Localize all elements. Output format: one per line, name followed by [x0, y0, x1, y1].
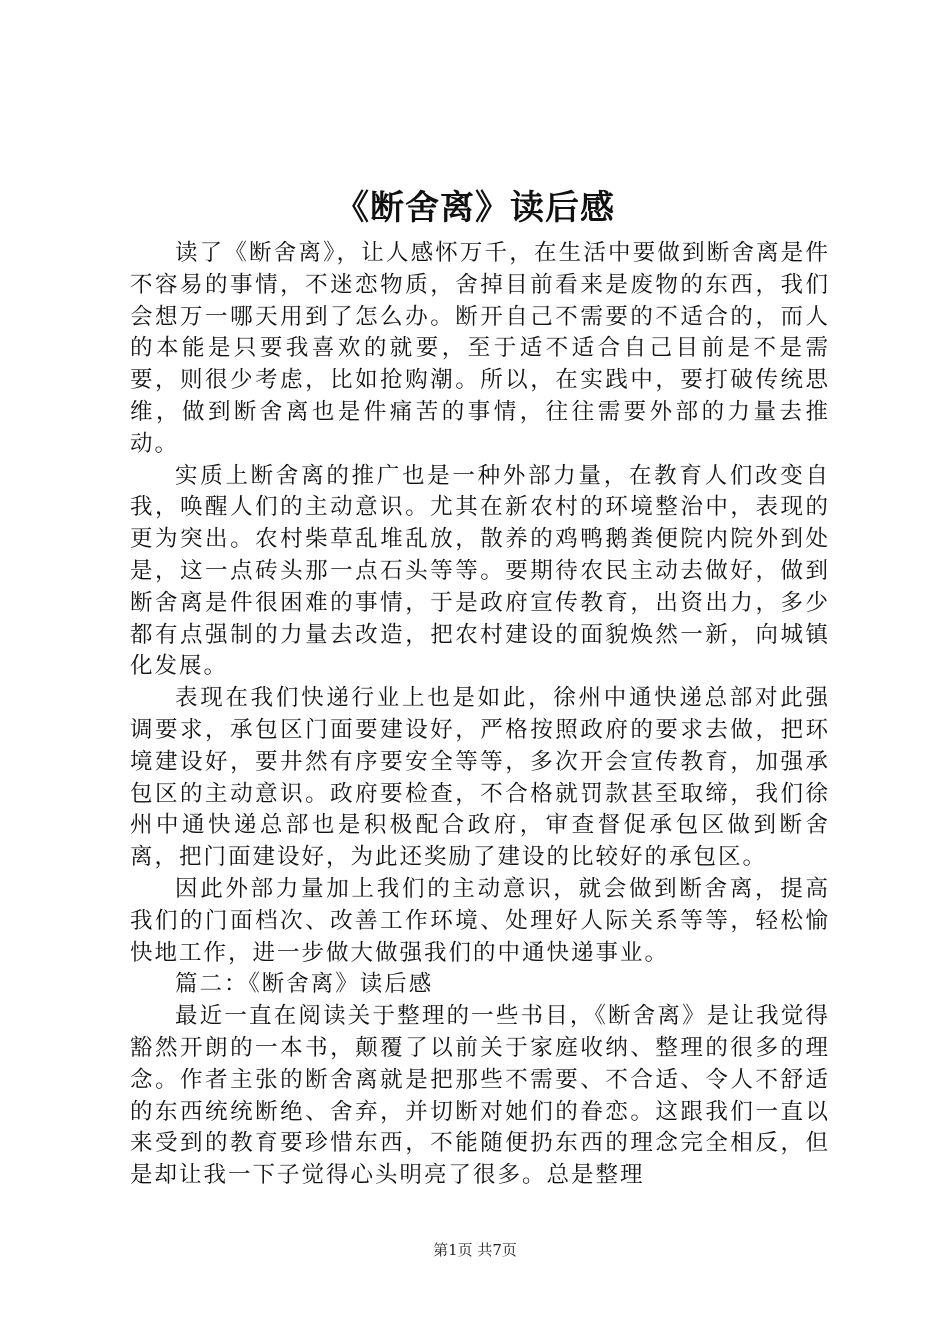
paragraph: 因此外部力量加上我们的主动意识，就会做到断舍离，提高我们的门面档次、改善工作环境、处理好人际关系等等，轻松愉快地工作，进一步做大做强我们的中通快递事业。: [130, 875, 830, 966]
paragraph: 表现在我们快递行业上也是如此，徐州中通快递总部对此强调要求，承包区门面要建设好，严格按照政府的要求去做，把环境建设好，要井然有序要安全等等，多次开会宣传教育，加强承包区的主动意识。政府要检查，不合格就罚款甚至取缔，我们徐州中通快递总部也是积极配合政府，审查督促承包区做到断舍离，把门面建设好，为此还奖励了建设的比较好的承包区。: [130, 685, 830, 871]
page-number-footer: 第1页 共7页: [433, 1241, 517, 1259]
paragraph: 读了《断舍离》，让人感怀万千，在生活中要做到断舍离是件不容易的事情，不迷恋物质，舍掉目前看来是废物的东西，我们会想万一哪天用到了怎么办。断开自己不需要的不适合的，而人的本能是只要我喜欢的就要，至于适不适合自己目前是不是需要，则很少考虑，比如抢购潮。所以，在实践中，要打破传统思维，做到断舍离也是件痛苦的事情，往往需要外部的力量去推动。: [130, 240, 830, 457]
section-heading: 篇二：《断舍离》读后感: [175, 971, 434, 998]
paragraph: 最近一直在阅读关于整理的一些书目，《断舍离》是让我觉得豁然开朗的一本书，颠覆了以前关于家庭收纳、整理的很多的理念。作者主张的断舍离就是把那些不需要、不合适、令人不舒适的东西统统断绝、舍弃，并切断对她们的眷恋。这跟我们一直以来受到的教育要珍惜东西，不能随便扔东西的理念完全相反，但是却让我一下子觉得心头明亮了很多。总是整理: [130, 1003, 830, 1189]
document-body: [130, 238, 830, 1192]
paragraph: 实质上断舍离的推广也是一种外部力量，在教育人们改变自我，唤醒人们的主动意识。尤其在新农村的环境整治中，表现的更为突出。农村柴草乱堆乱放，散养的鸡鸭鹅粪便院内院外到处是，这一点砖头那一点石头等等。要期待农民主动去做好，做到断舍离是件很困难的事情，于是政府宣传教育，出资出力，多少都有点强制的力量去改造，把农村建设的面貌焕然一新，向城镇化发展。: [130, 462, 830, 680]
document-title: 《断舍离》读后感: [335, 188, 615, 228]
